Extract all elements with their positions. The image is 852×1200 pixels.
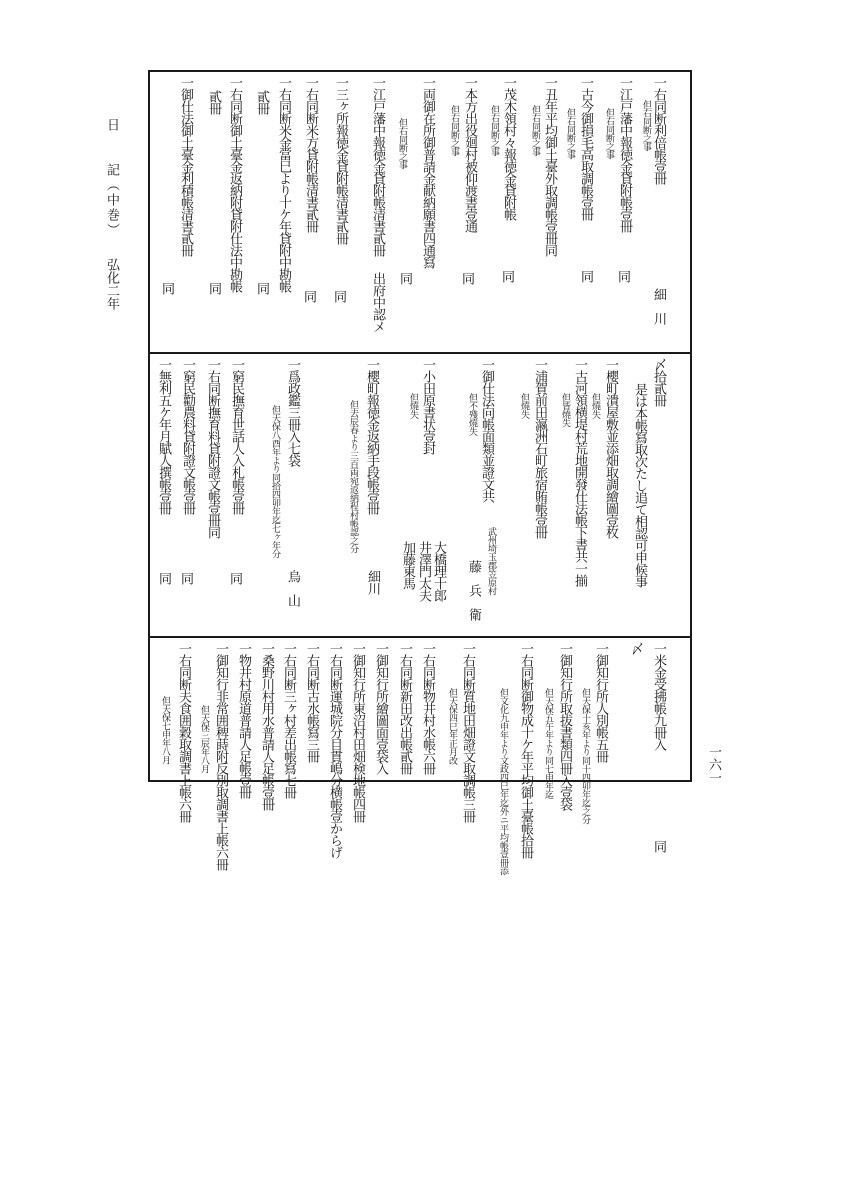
entry-2-12: 一無利五ケ年月賦人撰帳壹冊 xyxy=(156,358,171,514)
entry-1-12: 一右同断御土臺金返納附貸附仕法中勘帳 xyxy=(227,76,242,292)
section-divider-2 xyxy=(148,636,692,638)
entry-3-5: 一右同断御物成十ケ年平均御土臺帳拾冊 xyxy=(518,642,533,858)
entry-1-2-note: 但右同断之事 xyxy=(604,108,614,159)
entry-1-1: 一右同断利倍帳壹冊 xyxy=(651,76,666,184)
entry-1-1-rhs: 細 川 xyxy=(651,288,666,324)
entry-1-3-note: 但右同断之事 xyxy=(565,108,575,159)
entry-3-1: 一米金受拂帳九冊入 xyxy=(651,642,666,750)
entry-3-17: 一右同断夫食囲穀取調書上帳六冊 xyxy=(176,642,191,822)
entry-2-9: 一窮民撫育世話人入札帳壹冊 xyxy=(229,358,244,514)
entry-2-2: 一櫻町潰屋敷並添畑取調繪圖壹枚 xyxy=(603,358,618,538)
header-year: 弘化二年 xyxy=(104,258,119,310)
entry-2-11-rhs: 同 xyxy=(178,572,193,584)
entry-1-2: 一江戸藩中報徳金貸附帳壹冊 xyxy=(617,76,632,232)
entry-1-10-rhs: 同 xyxy=(301,290,316,302)
entry-2-4-note: 但燒失 xyxy=(519,393,529,419)
entry-3-4: 一御知行所取拔書類四冊入壹袋 xyxy=(557,642,572,810)
entry-2-7-note: 但去辰春より三百両宛返納程村帳認之分 xyxy=(348,400,358,553)
section-divider-1 xyxy=(148,352,692,354)
entry-1-3: 一古今御損毛高取調帳壹冊 xyxy=(578,76,593,220)
entry-1-6: 一本方出役廻村被仰渡書壹通 xyxy=(462,76,477,232)
entry-1-2-rhs: 同 xyxy=(615,270,630,282)
entry-1-5: 一茂木領村々報徳金貸附帳 xyxy=(501,76,516,220)
entry-1-4-note: 但右同断之事 xyxy=(530,105,540,156)
entry-2-5: 一御仕法向帳面類並證文共 xyxy=(479,358,494,502)
entry-3-3-note: 但天保十亥年より同十四卯年迄之分 xyxy=(580,688,590,824)
entry-2-5-note: 但不殘燒失 xyxy=(467,393,477,436)
entry-1-7-rhs: 同 xyxy=(397,272,412,284)
entry-1-7-note: 但右同断之事 xyxy=(397,118,407,169)
entry-2-8: 一爲政鑑三冊入七袋 xyxy=(285,358,300,466)
entry-1-8: 一江戸藩中報徳金貸附帳清書貳冊 xyxy=(370,76,385,256)
entry-1-11: 一右同断米金當巳より十ケ年貸附中勘帳 xyxy=(276,76,291,292)
entry-3-2: 〆 xyxy=(628,642,643,654)
entry-1-4: 一丑年平均御土臺外取調帳壹冊同 xyxy=(542,76,557,256)
entry-3-17-note: 但天保七申年八月 xyxy=(160,696,170,764)
entry-1-5-note: 但右同断之事 xyxy=(489,105,499,156)
entry-2-2-note: 但燒失 xyxy=(590,393,600,419)
entry-3-9: 一御知行所繪圖面壹袋入 xyxy=(373,642,388,774)
entry-2-12-rhs: 同 xyxy=(156,572,171,584)
entry-2-6-name-3: 加藤東馬 xyxy=(400,541,415,589)
running-title: 日 記（中巻） xyxy=(104,118,119,238)
entry-3-11: 一右同断運城院分目貫嶋分横帳壹からげ xyxy=(327,642,342,858)
entry-2-9-rhs: 同 xyxy=(227,572,242,584)
entry-3-13: 一右同断三ヶ村差出帳寫七冊 xyxy=(281,642,296,798)
entry-3-10: 一御知行所東沼村田畑検地帳四冊 xyxy=(350,642,365,822)
entry-3-5-note: 但文化九申年より文政四巳年迄外ニ平均帳壹冊添 xyxy=(498,688,508,875)
entry-2-11: 一窮民勸農料貸附證文帳壹冊 xyxy=(180,358,195,514)
entry-2-8-rhs: 烏 山 xyxy=(285,570,300,606)
entry-3-12: 一右同断古水帳寫三冊 xyxy=(304,642,319,762)
entry-1-6-note: 但右同断之事 xyxy=(449,105,459,156)
page-number: 一六一 xyxy=(706,745,721,784)
entry-3-16-note: 但天保三辰年八月 xyxy=(199,705,209,773)
entry-2-4: 一浦賀前田瀛洲石町旅宿賄帳壹冊 xyxy=(532,358,547,538)
entry-3-6: 一右同断質地田畑證文取調帳三冊 xyxy=(460,642,475,822)
entry-2-6: 一小田原書状壹封 xyxy=(420,358,435,454)
entry-2-5-addr: 武州埼玉郡笠原村 xyxy=(486,527,496,595)
entry-1-9: 一三ヶ所報徳金貸附帳清書貳冊 xyxy=(333,76,348,244)
entry-1-1-note: 但右同断之事 xyxy=(641,100,651,151)
entry-3-8: 一右同断新田改出帳貳冊 xyxy=(397,642,412,774)
entry-2-7: 一櫻町報徳金返納手段帳壹冊 xyxy=(364,358,379,514)
entry-2-6-note: 但燒失 xyxy=(408,393,418,419)
entry-1-11-cont: 貳冊 xyxy=(254,90,269,114)
entry-3-4-note: 但天保五午年より同七申年迄 xyxy=(543,688,553,799)
entry-1-13-rhs: 同 xyxy=(159,282,174,294)
entry-1-8-rhs: 出府中認メ xyxy=(370,272,385,332)
entry-2-8-note: 但天保八酉年より同拾四卯年迄七ヶ年分 xyxy=(270,405,280,558)
entry-1-5-rhs: 同 xyxy=(499,270,514,282)
entry-2-6-name-2: 井澤門太夫 xyxy=(416,541,431,601)
entry-1-6-rhs: 同 xyxy=(459,272,474,284)
entry-1-3-rhs: 同 xyxy=(578,270,593,282)
entry-3-6-note: 但天保四巳年正月改 xyxy=(447,688,457,765)
entry-2-10: 一右同断撫育料貸附證文帳壹冊同 xyxy=(205,358,220,538)
entry-3-7: 一右同断物井村水帳六冊 xyxy=(420,642,435,774)
entry-3-1-rhs: 同 xyxy=(651,840,666,852)
entry-3-16: 一御知行非常囲稗蒔附反別取調書上帳六冊 xyxy=(213,642,228,870)
entry-1-11-rhs: 同 xyxy=(254,282,269,294)
entry-3-3: 一御知行所人別帳五冊 xyxy=(593,642,608,762)
entry-1-9-rhs: 同 xyxy=(331,290,346,302)
entry-1-12-rhs: 同 xyxy=(206,282,221,294)
entry-2-7-rhs: 細川 xyxy=(365,570,380,594)
entry-3-14: 一桑野川村用水普請人足帳壹冊 xyxy=(259,642,274,810)
entry-2-5-rhs: 藤 兵 衛 xyxy=(466,560,481,620)
entry-2-1: 〆拾貳冊 xyxy=(651,358,666,406)
entry-1-12-cont: 貳冊 xyxy=(206,90,221,114)
entry-2-3-note: 但皆燒失 xyxy=(560,393,570,427)
entry-1-13: 一御仕法御土臺金利積帳清書貳冊 xyxy=(178,76,193,256)
entry-1-10: 一右同断米方貸附帳清書貳冊 xyxy=(303,76,318,232)
entry-1-7: 一両御在所御普請金献納願書四通寫 xyxy=(420,76,435,268)
entry-3-15: 一物井村原道普請人足帳壹冊 xyxy=(236,642,251,798)
entry-2-1-cont: 是は本帳寫取次たし追て相認可申候事 xyxy=(632,383,647,587)
entry-2-3: 一古河領横堤村荒地開發仕法帳下書共一揃 xyxy=(572,358,587,586)
entry-2-6-name-1: 大橋理十郎 xyxy=(431,541,446,601)
